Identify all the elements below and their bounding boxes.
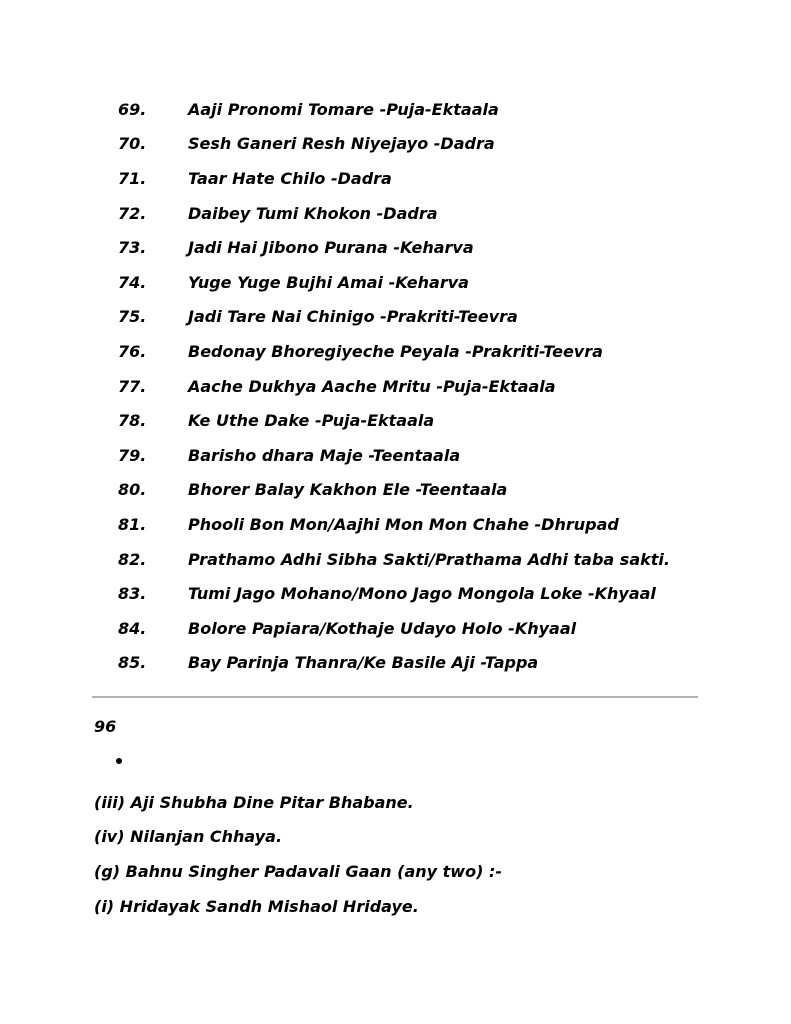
- item-number: 84.: [118, 618, 147, 638]
- item-title: Prathamo Adhi Sibha Sakti/Prathama Adhi taba sakti.: [188, 549, 670, 569]
- item-title: Jadi Tare Nai Chinigo -Prakriti-Teevra: [188, 307, 518, 327]
- list-item: [118, 646, 758, 681]
- item-number: 82.: [118, 549, 147, 569]
- item-number: 70.: [118, 134, 147, 154]
- item-number: 72.: [118, 203, 147, 223]
- list-item: [118, 507, 758, 542]
- list-item: [118, 300, 758, 335]
- list-item: [118, 230, 758, 265]
- item-number: 78.: [118, 411, 147, 431]
- page-number: 96: [94, 717, 117, 736]
- list-item: [118, 403, 758, 438]
- list-item: [118, 334, 758, 369]
- item-title: Barisho dhara Maje -Teentaala: [188, 445, 461, 465]
- item-title: Bedonay Bhoregiyeche Peyala -Prakriti-Teevra: [188, 341, 603, 361]
- text-line: (iv) Nilanjan Chhaya.: [94, 827, 283, 847]
- list-item: [118, 92, 758, 127]
- next-page-content: [94, 785, 734, 923]
- item-title: Tumi Jago Mohano/Mono Jago Mongola Loke -Khyaal: [188, 584, 656, 604]
- item-number: 69.: [118, 99, 147, 119]
- item-title: Daibey Tumi Khokon -Dadra: [188, 203, 438, 223]
- list-item: [118, 542, 758, 577]
- item-number: 75.: [118, 307, 147, 327]
- item-title: Phooli Bon Mon/Aajhi Mon Mon Chahe -Dhrupad: [188, 514, 619, 534]
- list-item: [118, 161, 758, 196]
- item-title: Taar Hate Chilo -Dadra: [188, 168, 392, 188]
- bullet-icon: [116, 758, 122, 764]
- item-title: Bolore Papiara/Kothaje Udayo Holo -Khyaal: [188, 618, 577, 638]
- item-title: Bay Parinja Thanra/Ke Basile Aji -Tappa: [188, 653, 539, 673]
- item-number: 74.: [118, 272, 147, 292]
- item-number: 77.: [118, 376, 147, 396]
- list-item: [118, 438, 758, 473]
- list-item: [118, 196, 758, 231]
- page-divider: [92, 696, 698, 698]
- item-title: Sesh Ganeri Resh Niyejayo -Dadra: [188, 134, 495, 154]
- item-number: 81.: [118, 514, 147, 534]
- text-line: (iii) Aji Shubha Dine Pitar Bhabane.: [94, 792, 414, 812]
- list-item: [118, 127, 758, 162]
- item-number: 83.: [118, 584, 147, 604]
- item-number: 79.: [118, 445, 147, 465]
- item-number: 76.: [118, 341, 147, 361]
- text-line: (i) Hridayak Sandh Mishaol Hridaye.: [94, 896, 419, 916]
- text-line: (g) Bahnu Singher Padavali Gaan (any two) :-: [94, 861, 502, 881]
- item-number: 71.: [118, 168, 147, 188]
- item-title: Aache Dukhya Aache Mritu -Puja-Ektaala: [188, 376, 556, 396]
- item-number: 73.: [118, 238, 147, 258]
- item-title: Aaji Pronomi Tomare -Puja-Ektaala: [188, 99, 499, 119]
- item-title: Bhorer Balay Kakhon Ele -Teentaala: [188, 480, 508, 500]
- list-item: [118, 265, 758, 300]
- item-title: Jadi Hai Jibono Purana -Keharva: [188, 238, 474, 258]
- list-item: [118, 473, 758, 508]
- item-number: 85.: [118, 653, 147, 673]
- list-item: [118, 576, 758, 611]
- item-title: Yuge Yuge Bujhi Amai -Keharva: [188, 272, 469, 292]
- list-item: [118, 369, 758, 404]
- song-list: [118, 92, 758, 680]
- list-item: [118, 611, 758, 646]
- item-number: 80.: [118, 480, 147, 500]
- item-title: Ke Uthe Dake -Puja-Ektaala: [188, 411, 435, 431]
